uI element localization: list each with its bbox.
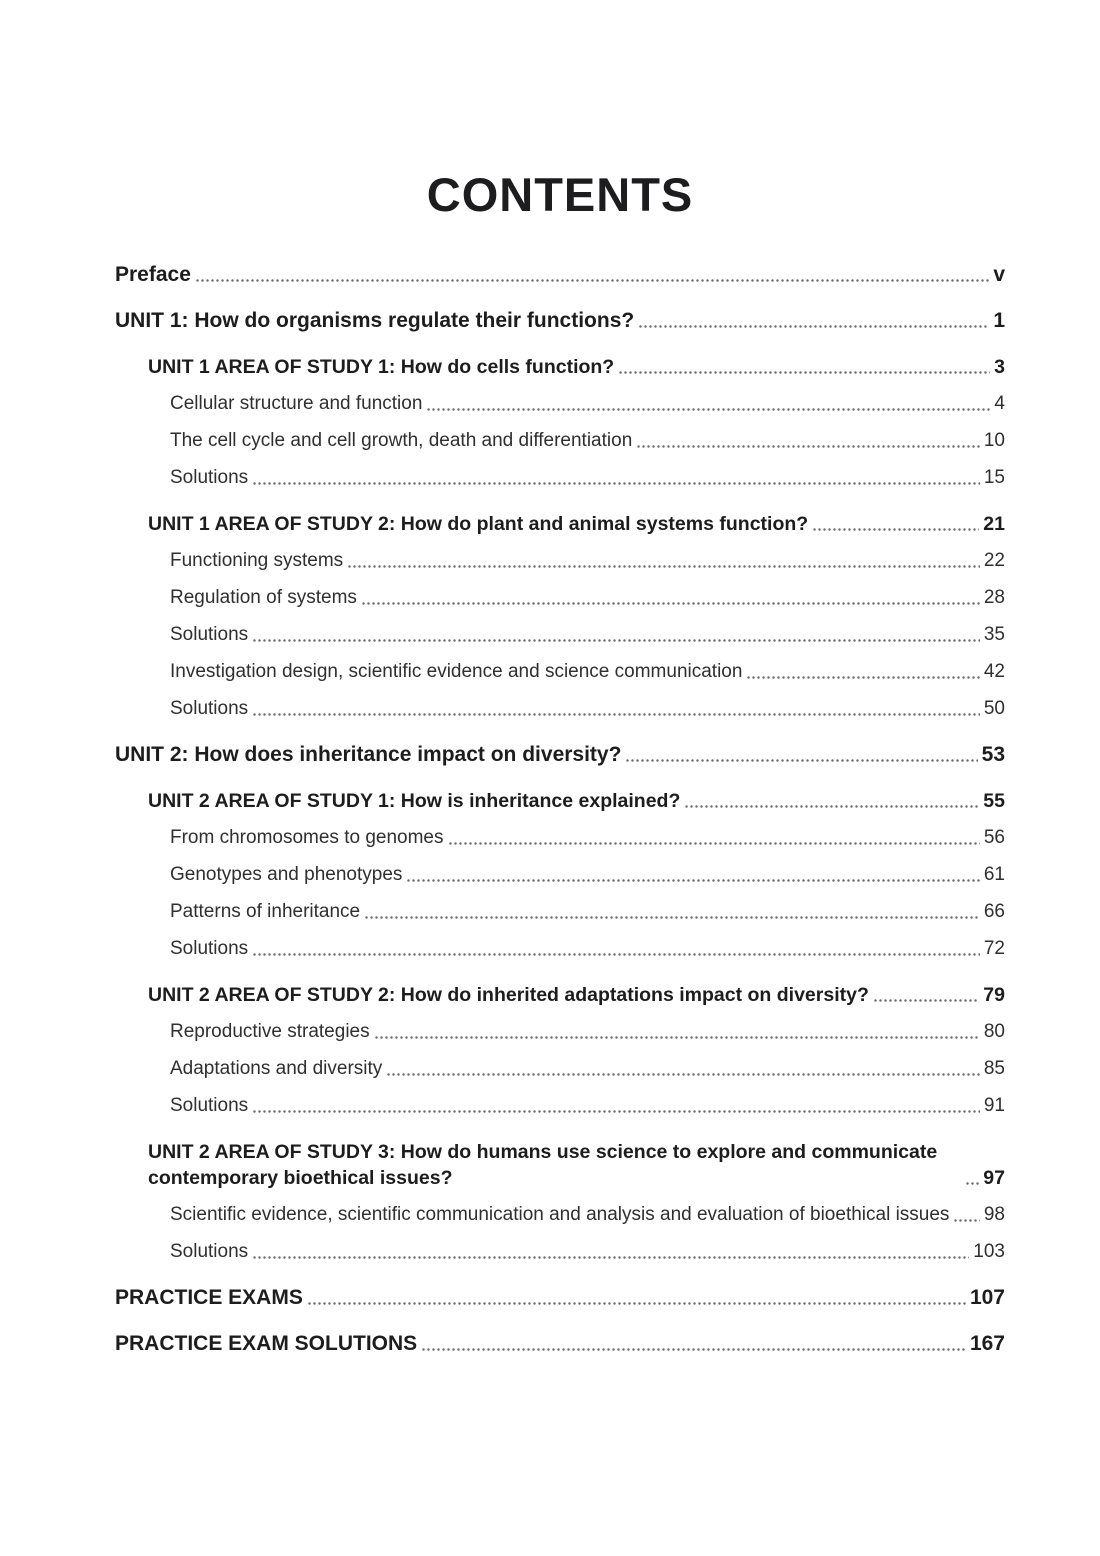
toc-entry-label: Cellular structure and function — [170, 393, 423, 414]
toc-entry — [115, 1239, 1005, 1265]
toc-entry-page: v — [993, 263, 1005, 286]
dot-leader — [618, 354, 990, 380]
toc-entry-label: The cell cycle and cell growth, death and differentiation — [170, 430, 633, 451]
dot-leader — [347, 548, 980, 574]
dot-leader — [252, 622, 980, 648]
toc-entry — [115, 428, 1005, 454]
toc-entry — [115, 862, 1005, 888]
toc-entry — [115, 899, 1005, 925]
toc-entry-page: 167 — [969, 1332, 1005, 1355]
dot-leader — [684, 788, 979, 814]
toc-entry-label: UNIT 1: How do organisms regulate their functions? — [115, 309, 635, 332]
toc-entry-preface — [115, 262, 1005, 288]
toc-entry — [115, 391, 1005, 417]
toc-entry-page: 61 — [983, 864, 1005, 885]
dot-leader — [953, 1202, 979, 1228]
toc-entry-unit-2 — [115, 742, 1005, 768]
toc-entry — [115, 825, 1005, 851]
toc-entry-label: Adaptations and diversity — [170, 1058, 383, 1079]
dot-leader — [386, 1056, 980, 1082]
toc-entry-label: Investigation design, scientific evidence and science communication — [170, 661, 743, 682]
toc-entry-label: Solutions — [170, 467, 249, 488]
toc-entry — [115, 696, 1005, 722]
dot-leader — [252, 465, 980, 491]
dot-leader — [873, 982, 979, 1008]
toc-entry-label: Solutions — [170, 698, 249, 719]
dot-leader — [812, 511, 979, 537]
toc-entry-unit-2-aos-1 — [115, 788, 1005, 814]
toc-entry-page: 80 — [983, 1021, 1005, 1042]
toc-entry-page: 53 — [981, 743, 1005, 766]
toc-entry-page: 21 — [983, 513, 1005, 535]
toc-entry-page: 15 — [983, 467, 1005, 488]
dot-leader — [307, 1285, 966, 1311]
dot-leader — [361, 585, 980, 611]
toc-entry-page: 79 — [983, 984, 1005, 1006]
toc-entry — [115, 1019, 1005, 1045]
toc-entry — [115, 936, 1005, 962]
toc-entry-page: 107 — [969, 1286, 1005, 1309]
toc-entry-page: 91 — [983, 1095, 1005, 1116]
toc-entry — [115, 622, 1005, 648]
toc-entry-label: UNIT 2: How does inheritance impact on diversity? — [115, 743, 622, 766]
toc-entry-unit-1 — [115, 308, 1005, 334]
dot-leader — [252, 1239, 969, 1265]
toc-entry — [115, 659, 1005, 685]
toc-entry-page: 66 — [983, 901, 1005, 922]
toc-entry-page: 10 — [983, 430, 1005, 451]
toc-entry-page: 55 — [983, 790, 1005, 812]
table-of-contents — [115, 262, 1005, 1357]
toc-entry-label: PRACTICE EXAMS — [115, 1286, 303, 1309]
dot-leader — [448, 825, 980, 851]
toc-entry-label: Genotypes and phenotypes — [170, 864, 403, 885]
toc-entry-unit-2-aos-2 — [115, 982, 1005, 1008]
toc-entry-page: 1 — [993, 309, 1005, 332]
dot-leader — [406, 862, 979, 888]
toc-entry-unit-2-aos-3 — [115, 1139, 1005, 1191]
toc-entry-page: 22 — [983, 550, 1005, 571]
toc-entry — [115, 1093, 1005, 1119]
toc-entry-page: 28 — [983, 587, 1005, 608]
toc-entry-label: From chromosomes to genomes — [170, 827, 444, 848]
dot-leader — [638, 308, 989, 334]
toc-entry-label: Solutions — [170, 938, 249, 959]
toc-entry-label: Scientific evidence, scientific communication and analysis and evaluation of bioethical issues — [170, 1204, 950, 1225]
dot-leader — [625, 742, 977, 768]
toc-entry-label: PRACTICE EXAM SOLUTIONS — [115, 1332, 418, 1355]
toc-entry-practice-exams — [115, 1285, 1005, 1311]
dot-leader — [746, 659, 979, 685]
dot-leader — [374, 1019, 980, 1045]
dot-leader — [252, 696, 980, 722]
toc-entry-page: 98 — [983, 1204, 1005, 1225]
dot-leader — [364, 899, 980, 925]
dot-leader — [965, 1139, 979, 1191]
toc-entry-page: 56 — [983, 827, 1005, 848]
toc-entry — [115, 1056, 1005, 1082]
toc-entry-label: UNIT 1 AREA OF STUDY 2: How do plant and animal systems function? — [148, 513, 809, 535]
toc-entry-practice-exam-solutions — [115, 1331, 1005, 1357]
dot-leader — [252, 936, 980, 962]
toc-entry-label: Preface — [115, 263, 191, 286]
dot-leader — [421, 1331, 966, 1357]
toc-entry-unit-1-aos-1 — [115, 354, 1005, 380]
toc-entry-label: Patterns of inheritance — [170, 901, 361, 922]
toc-entry-label: Solutions — [170, 1095, 249, 1116]
dot-leader — [636, 428, 980, 454]
toc-entry-label: UNIT 2 AREA OF STUDY 2: How do inherited adaptations impact on diversity? — [148, 984, 869, 1006]
toc-entry-page: 72 — [983, 938, 1005, 959]
dot-leader — [195, 262, 989, 288]
toc-entry-label: Solutions — [170, 624, 249, 645]
toc-entry-label: UNIT 1 AREA OF STUDY 1: How do cells function? — [148, 356, 615, 378]
dot-leader — [426, 391, 990, 417]
toc-entry-page: 42 — [983, 661, 1005, 682]
toc-entry-page: 35 — [983, 624, 1005, 645]
toc-entry-page: 3 — [994, 356, 1005, 378]
toc-entry — [115, 1202, 1005, 1228]
toc-entry-label: UNIT 2 AREA OF STUDY 3: How do humans use science to explore and communicate contemporary bioethical issues? — [148, 1141, 938, 1189]
page-title: CONTENTS — [426, 168, 694, 221]
toc-entry-label: Functioning systems — [170, 550, 344, 571]
toc-entry-label: Solutions — [170, 1241, 249, 1262]
toc-entry-page: 103 — [973, 1241, 1005, 1262]
toc-entry-label: Regulation of systems — [170, 587, 357, 608]
toc-entry — [115, 548, 1005, 574]
toc-entry-unit-1-aos-2 — [115, 511, 1005, 537]
toc-entry — [115, 465, 1005, 491]
toc-entry-page: 85 — [983, 1058, 1005, 1079]
toc-entry-label: UNIT 2 AREA OF STUDY 1: How is inheritance explained? — [148, 790, 681, 812]
toc-entry-page: 97 — [983, 1167, 1005, 1189]
toc-entry-page: 50 — [983, 698, 1005, 719]
toc-entry-page: 4 — [994, 393, 1005, 414]
toc-entry — [115, 585, 1005, 611]
toc-entry-label: Reproductive strategies — [170, 1021, 370, 1042]
dot-leader — [252, 1093, 980, 1119]
